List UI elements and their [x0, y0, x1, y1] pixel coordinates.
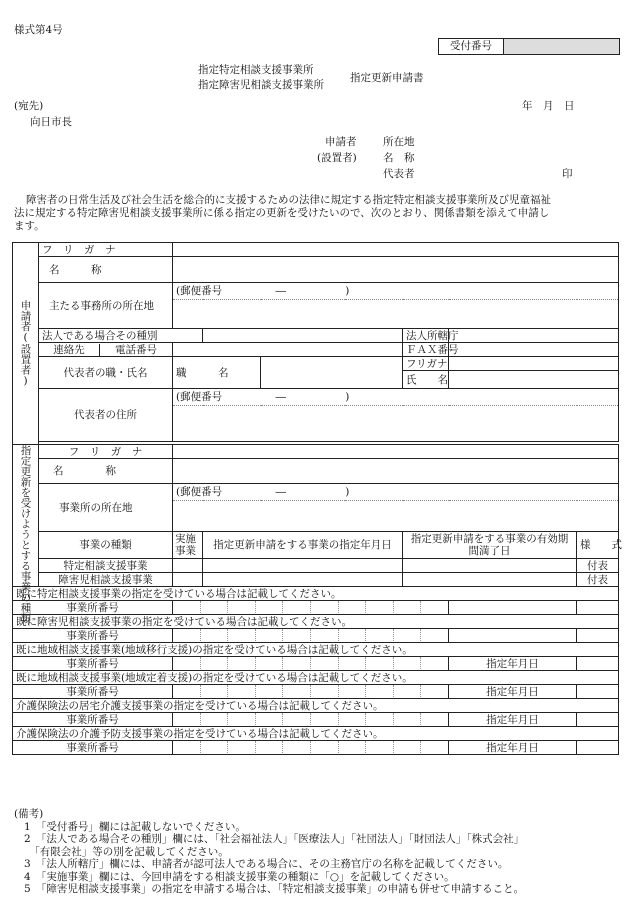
applicant-section-label: 申請者(設置者) — [13, 243, 39, 445]
establisher-label: (設置者) — [317, 152, 357, 164]
rep-name-label: 氏 名 — [403, 371, 449, 389]
seal-mark: 印 — [562, 168, 573, 180]
designation-date-field[interactable] — [577, 601, 619, 615]
document-title-suffix: 指定更新申請書 — [350, 72, 424, 84]
rep-address-field[interactable] — [173, 406, 619, 442]
position-label: 職 名 — [173, 357, 261, 389]
corp-agency-label: 法人所轄庁 — [403, 329, 449, 343]
note-item: 1 「受付番号」欄には記載しないでください。 — [24, 820, 246, 833]
office-number-label: 事業所番号 — [13, 741, 173, 755]
fax-field[interactable] — [449, 343, 619, 357]
office-number-label: 事業所番号 — [13, 713, 173, 727]
addressee-name: 向日市長 — [30, 116, 72, 128]
biz-furigana-field[interactable] — [173, 445, 619, 459]
designation-date-label: 指定年月日 — [449, 685, 577, 699]
existing-heading: 既に地域相談支援事業(地域移行支援)の指定を受けている場合は記載してください。 — [13, 643, 619, 657]
biz-furigana-label: フ リ ガ ナ — [39, 445, 173, 459]
business-type-header: 事業の種類 — [39, 532, 173, 559]
office-address-label: 主たる事務所の所在地 — [39, 283, 173, 329]
note-item: 3 「法人所轄庁」欄には、申請者が認可法人である場合に、その主務官庁の名称を記載してください。 — [24, 858, 509, 870]
biz-address-field[interactable] — [173, 501, 619, 532]
designation-date-label — [449, 601, 577, 615]
expiry-date-cell[interactable] — [403, 559, 577, 573]
representative-label: 代表者 — [383, 168, 415, 180]
position-field[interactable] — [261, 357, 403, 389]
designation-date-label: 指定年月日 — [449, 713, 577, 727]
renewal-date-header: 指定更新申請をする事業の指定年月日 — [203, 532, 403, 559]
receipt-number-label: 受付番号 — [439, 39, 504, 54]
office-number-label: 事業所番号 — [13, 601, 173, 615]
designation-date-field[interactable] — [577, 713, 619, 727]
designation-date-label — [449, 629, 577, 643]
document-title: 指定特定相談支援事業所 指定障害児相談支援事業所 — [198, 64, 324, 91]
office-number-cells[interactable] — [173, 713, 449, 727]
existing-heading: 既に地域相談支援事業(地域定着支援)の指定を受けている場合は記載してください。 — [13, 671, 619, 685]
business-section-label: 指定更新を受けようとする事業の種類 — [13, 445, 39, 587]
designation-date-field[interactable] — [577, 741, 619, 755]
office-number-cells[interactable] — [173, 601, 449, 615]
rep-postal-field[interactable]: (郵便番号 ― ) — [173, 389, 619, 406]
fax-label: ＦＡＸ番号 — [403, 343, 449, 357]
corp-type-label: 法人である場合その種別 — [39, 329, 203, 343]
office-number-cells[interactable] — [173, 629, 449, 643]
addressee-label: (宛先) — [14, 100, 44, 112]
office-number-cells[interactable] — [173, 741, 449, 755]
implementation-cell[interactable] — [173, 573, 203, 587]
note-item: 「有限会社」等の別を記載してください。 — [24, 845, 229, 858]
applicant-label: 申請者 — [325, 136, 357, 148]
intro-paragraph: 障害者の日常生活及び社会生活を総合的に支援するための法律に規定する指定特定相談支援事業所及び児童福祉 法に規定する特定障害児相談支援事業所に係る指定の更新を受けたいので、次のとおり、関係書類を添えて申請し ます。 — [14, 194, 551, 232]
form-header: 様 式 — [577, 532, 619, 559]
office-address-field[interactable] — [173, 300, 619, 329]
office-number-label: 事業所番号 — [13, 629, 173, 643]
note-item: 4 「実施事業」欄には、今回申請をする相談支援事業の種類に「○」を記載してください。 — [24, 870, 455, 883]
existing-heading: 介護保険法の介護予防支援事業の指定を受けている場合は記載してください。 — [13, 727, 619, 741]
office-number-cells[interactable] — [173, 685, 449, 699]
rep-title-label: 代表者の職・氏名 — [39, 357, 173, 389]
form-cell: 付表 — [577, 573, 619, 587]
business-row-name: 特定相談支援事業 — [39, 559, 173, 573]
form-number: 様式第4号 — [14, 24, 63, 36]
form-cell: 付表 — [577, 559, 619, 573]
existing-heading: 既に障害児相談支援事業の指定を受けている場合は記載してください。 — [13, 615, 619, 629]
application-form-table — [12, 242, 622, 755]
name-label: 名 称 — [39, 257, 173, 283]
expiry-date-cell[interactable] — [403, 573, 577, 587]
office-number-label: 事業所番号 — [13, 685, 173, 699]
implementation-header: 実施事業 — [173, 532, 203, 559]
designation-date-label: 指定年月日 — [449, 657, 577, 671]
expiry-date-header: 指定更新申請をする事業の有効期間満了日 — [403, 532, 577, 559]
note-item: 5 「障害児相談支援事業」の指定を申請する場合は、「特定相談支援事業」の申請も併せて申請すること。 — [24, 883, 525, 895]
office-postal-field[interactable]: (郵便番号 ― ) — [173, 283, 619, 300]
contact-row-label: 連絡先 電話番号 — [39, 343, 173, 357]
corp-type-field[interactable] — [203, 329, 403, 343]
designation-date-field[interactable] — [577, 685, 619, 699]
business-row-name: 障害児相談支援事業 — [39, 573, 173, 587]
biz-address-label: 事業所の所在地 — [39, 484, 173, 532]
name-field[interactable] — [173, 257, 619, 283]
rep-name-field[interactable] — [449, 371, 619, 389]
biz-postal-field[interactable]: (郵便番号 ― ) — [173, 484, 619, 501]
designation-date-field[interactable] — [577, 657, 619, 671]
biz-name-label: 名 称 — [39, 459, 173, 484]
phone-field[interactable] — [173, 343, 403, 357]
receipt-number-box — [438, 38, 620, 55]
office-number-label: 事業所番号 — [13, 657, 173, 671]
applicant-address-label: 所在地 — [383, 136, 415, 148]
rep-address-label: 代表者の住所 — [39, 389, 173, 442]
receipt-number-field[interactable] — [504, 39, 619, 54]
date-label[interactable]: 年 月 日 — [522, 100, 575, 112]
implementation-cell[interactable] — [173, 559, 203, 573]
notes-section — [14, 808, 614, 896]
rep-furigana-field[interactable] — [449, 357, 619, 371]
notes-heading: (備考) — [14, 808, 44, 820]
note-item: 2 「法人である場合その種別」欄には、「社会福祉法人」「医療法人」「社団法人」「財団法人」「株式会社」 — [24, 833, 525, 845]
furigana-label: フ リ ガ ナ — [39, 243, 173, 257]
rep-furigana-label: フリガナ — [403, 357, 449, 371]
applicant-name-label: 名 称 — [383, 152, 415, 164]
existing-heading: 既に特定相談支援事業の指定を受けている場合は記載してください。 — [13, 587, 619, 601]
existing-heading: 介護保険法の居宅介護支援事業の指定を受けている場合は記載してください。 — [13, 699, 619, 713]
biz-name-field[interactable] — [173, 459, 619, 484]
furigana-field[interactable] — [173, 243, 619, 257]
designation-date-label: 指定年月日 — [449, 741, 577, 755]
corp-agency-field[interactable] — [449, 329, 619, 343]
renewal-date-cell[interactable] — [203, 573, 403, 587]
designation-date-field[interactable] — [577, 629, 619, 643]
office-number-cells[interactable] — [173, 657, 449, 671]
renewal-date-cell[interactable] — [203, 559, 403, 573]
